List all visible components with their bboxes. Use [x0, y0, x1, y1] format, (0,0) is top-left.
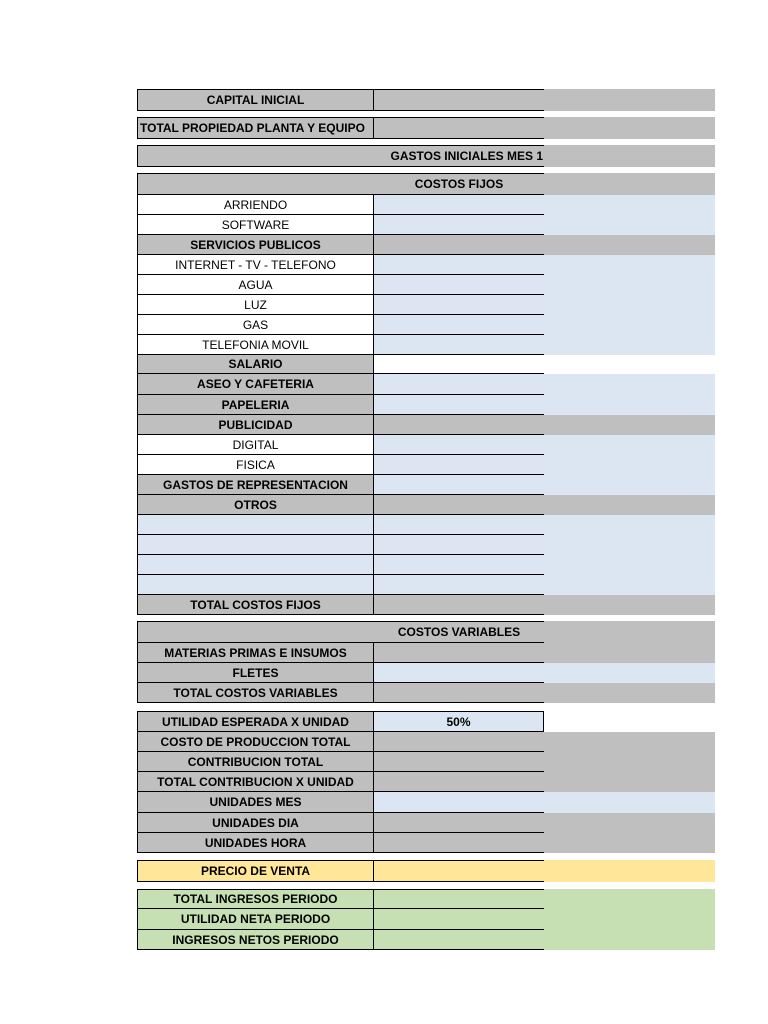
total-ingresos-label: TOTAL INGRESOS PERIODO [137, 889, 374, 909]
fisica-ext [544, 455, 715, 475]
row-total-ppe [137, 117, 715, 139]
total-costos-fijos-ext [544, 595, 715, 615]
row-unidades-hora [137, 833, 715, 853]
utilidad-neta-ext [544, 909, 715, 930]
row-salario [137, 355, 715, 374]
otros-ext [544, 495, 715, 515]
utilidad-neta-label: UTILIDAD NETA PERIODO [137, 909, 374, 930]
servicios-publicos-cell[interactable] [374, 235, 544, 255]
gastos-representacion-label: GASTOS DE REPRESENTACION [137, 475, 374, 495]
row-gastos-representacion [137, 475, 715, 495]
papeleria-label: PAPELERIA [137, 395, 374, 415]
otros-blank-ext [544, 555, 715, 575]
otros-blank-cell[interactable] [374, 515, 544, 535]
utilidad-neta-cell[interactable] [374, 909, 544, 930]
precio-venta-label: PRECIO DE VENTA [137, 860, 374, 882]
fletes-ext [544, 663, 715, 683]
agua-ext [544, 275, 715, 295]
utilidad-esperada-value[interactable]: 50% [374, 711, 544, 732]
total-costos-fijos-cell[interactable] [374, 595, 544, 615]
agua-cell[interactable] [374, 275, 544, 295]
row-fisica [137, 455, 715, 475]
otros-blank-ext [544, 515, 715, 535]
materias-primas-cell[interactable] [374, 643, 544, 663]
otros-blank-ext [544, 575, 715, 595]
servicios-publicos-ext [544, 235, 715, 255]
unidades-hora-cell[interactable] [374, 833, 544, 853]
agua-label: AGUA [137, 275, 374, 295]
otros-blank-cell[interactable] [374, 555, 544, 575]
contribucion-total-cell[interactable] [374, 752, 544, 772]
row-materias-primas [137, 643, 715, 663]
precio-venta-ext [544, 860, 715, 882]
publicidad-ext [544, 415, 715, 435]
otros-label: OTROS [137, 495, 374, 515]
aseo-cell[interactable] [374, 374, 544, 395]
total-ingresos-ext [544, 889, 715, 909]
otros-blank-cell[interactable] [374, 535, 544, 555]
row-unidades-dia [137, 813, 715, 833]
total-contribucion-label: TOTAL CONTRIBUCION X UNIDAD [137, 772, 374, 792]
fisica-label: FISICA [137, 455, 374, 475]
unidades-dia-cell[interactable] [374, 813, 544, 833]
row-aseo [137, 374, 715, 395]
software-cell[interactable] [374, 215, 544, 235]
materias-primas-ext [544, 643, 715, 663]
internet-label: INTERNET - TV - TELEFONO [137, 255, 374, 275]
telefonia-ext [544, 335, 715, 355]
internet-ext [544, 255, 715, 275]
gas-cell[interactable] [374, 315, 544, 335]
costos-variables-ext [544, 621, 715, 643]
salario-cell[interactable] [374, 355, 544, 374]
fisica-cell[interactable] [374, 455, 544, 475]
gas-label: GAS [137, 315, 374, 335]
row-otros-blank-1 [137, 515, 715, 535]
row-telefonia [137, 335, 715, 355]
costo-produccion-label: COSTO DE PRODUCCION TOTAL [137, 732, 374, 752]
capital-inicial-ext [544, 89, 715, 111]
row-contribucion-total [137, 752, 715, 772]
unidades-mes-cell[interactable] [374, 792, 544, 813]
row-agua [137, 275, 715, 295]
otros-blank-label[interactable] [137, 535, 374, 555]
unidades-hora-label: UNIDADES HORA [137, 833, 374, 853]
materias-primas-label: MATERIAS PRIMAS E INSUMOS [137, 643, 374, 663]
row-arriendo [137, 195, 715, 215]
row-otros-blank-3 [137, 555, 715, 575]
capital-inicial-cell[interactable] [374, 89, 544, 111]
aseo-ext [544, 374, 715, 395]
total-costos-fijos-label: TOTAL COSTOS FIJOS [137, 595, 374, 615]
otros-cell[interactable] [374, 495, 544, 515]
gastos-representacion-ext [544, 475, 715, 495]
fletes-cell[interactable] [374, 663, 544, 683]
contribucion-total-ext [544, 752, 715, 772]
row-total-contribucion [137, 772, 715, 792]
capital-inicial-label: CAPITAL INICIAL [137, 89, 374, 111]
total-contribucion-ext [544, 772, 715, 792]
total-ppe-cell[interactable] [374, 117, 544, 139]
digital-label: DIGITAL [137, 435, 374, 455]
costos-variables-header: COSTOS VARIABLES [374, 621, 544, 643]
publicidad-cell[interactable] [374, 415, 544, 435]
arriendo-ext [544, 195, 715, 215]
total-costos-variables-label: TOTAL COSTOS VARIABLES [137, 683, 374, 703]
row-luz [137, 295, 715, 315]
costo-produccion-ext [544, 732, 715, 752]
costos-fijos-blank [137, 173, 374, 195]
fletes-label: FLETES [137, 663, 374, 683]
telefonia-label: TELEFONIA MOVIL [137, 335, 374, 355]
digital-cell[interactable] [374, 435, 544, 455]
row-otros [137, 495, 715, 515]
row-servicios-publicos [137, 235, 715, 255]
papeleria-ext [544, 395, 715, 415]
costos-fijos-header: COSTOS FIJOS [374, 173, 544, 195]
row-software [137, 215, 715, 235]
row-costos-fijos-header [137, 173, 715, 195]
row-ingresos-netos [137, 930, 715, 950]
aseo-label: ASEO Y CAFETERIA [137, 374, 374, 395]
total-costos-variables-ext [544, 683, 715, 703]
total-costos-variables-cell[interactable] [374, 683, 544, 703]
arriendo-label: ARRIENDO [137, 195, 374, 215]
row-digital [137, 435, 715, 455]
contribucion-total-label: CONTRIBUCION TOTAL [137, 752, 374, 772]
row-utilidad-esperada [137, 711, 715, 732]
row-otros-blank-4 [137, 575, 715, 595]
gastos-iniciales-ext [544, 145, 715, 167]
total-ppe-label: TOTAL PROPIEDAD PLANTA Y EQUIPO [137, 117, 374, 139]
arriendo-cell[interactable] [374, 195, 544, 215]
costo-produccion-cell[interactable] [374, 732, 544, 752]
ingresos-netos-ext [544, 930, 715, 950]
software-label: SOFTWARE [137, 215, 374, 235]
row-utilidad-neta [137, 909, 715, 930]
otros-blank-ext [544, 535, 715, 555]
gastos-iniciales-blank [137, 145, 374, 167]
row-precio-venta [137, 860, 715, 882]
unidades-dia-ext [544, 813, 715, 833]
costos-fijos-ext [544, 173, 715, 195]
row-fletes [137, 663, 715, 683]
papeleria-cell[interactable] [374, 395, 544, 415]
row-publicidad [137, 415, 715, 435]
total-ppe-ext [544, 117, 715, 139]
row-costo-produccion [137, 732, 715, 752]
total-ingresos-cell[interactable] [374, 889, 544, 909]
publicidad-label: PUBLICIDAD [137, 415, 374, 435]
luz-label: LUZ [137, 295, 374, 315]
row-internet [137, 255, 715, 275]
telefonia-cell[interactable] [374, 335, 544, 355]
internet-cell[interactable] [374, 255, 544, 275]
salario-label: SALARIO [137, 355, 374, 374]
row-capital-inicial [137, 89, 715, 111]
costos-variables-blank [137, 621, 374, 643]
otros-blank-label[interactable] [137, 555, 374, 575]
luz-cell[interactable] [374, 295, 544, 315]
utilidad-esperada-label: UTILIDAD ESPERADA X UNIDAD [137, 711, 374, 732]
row-otros-blank-2 [137, 535, 715, 555]
unidades-mes-ext [544, 792, 715, 813]
row-gastos-iniciales [137, 145, 715, 167]
row-total-costos-fijos [137, 595, 715, 615]
digital-ext [544, 435, 715, 455]
otros-blank-label[interactable] [137, 515, 374, 535]
luz-ext [544, 295, 715, 315]
unidades-mes-label: UNIDADES MES [137, 792, 374, 813]
servicios-publicos-label: SERVICIOS PUBLICOS [137, 235, 374, 255]
utilidad-esperada-ext [544, 711, 715, 732]
otros-blank-label[interactable] [137, 575, 374, 595]
row-costos-variables-header [137, 621, 715, 643]
row-total-costos-variables [137, 683, 715, 703]
row-gas [137, 315, 715, 335]
unidades-hora-ext [544, 833, 715, 853]
row-papeleria [137, 395, 715, 415]
precio-venta-cell[interactable] [374, 860, 544, 882]
row-total-ingresos [137, 889, 715, 909]
gastos-representacion-cell[interactable] [374, 475, 544, 495]
ingresos-netos-label: INGRESOS NETOS PERIODO [137, 930, 374, 950]
salario-ext [544, 355, 715, 374]
ingresos-netos-cell[interactable] [374, 930, 544, 950]
gastos-iniciales-header: GASTOS INICIALES MES 1 [374, 145, 545, 167]
total-contribucion-cell[interactable] [374, 772, 544, 792]
otros-blank-cell[interactable] [374, 575, 544, 595]
row-unidades-mes [137, 792, 715, 813]
software-ext [544, 215, 715, 235]
gas-ext [544, 315, 715, 335]
unidades-dia-label: UNIDADES DIA [137, 813, 374, 833]
